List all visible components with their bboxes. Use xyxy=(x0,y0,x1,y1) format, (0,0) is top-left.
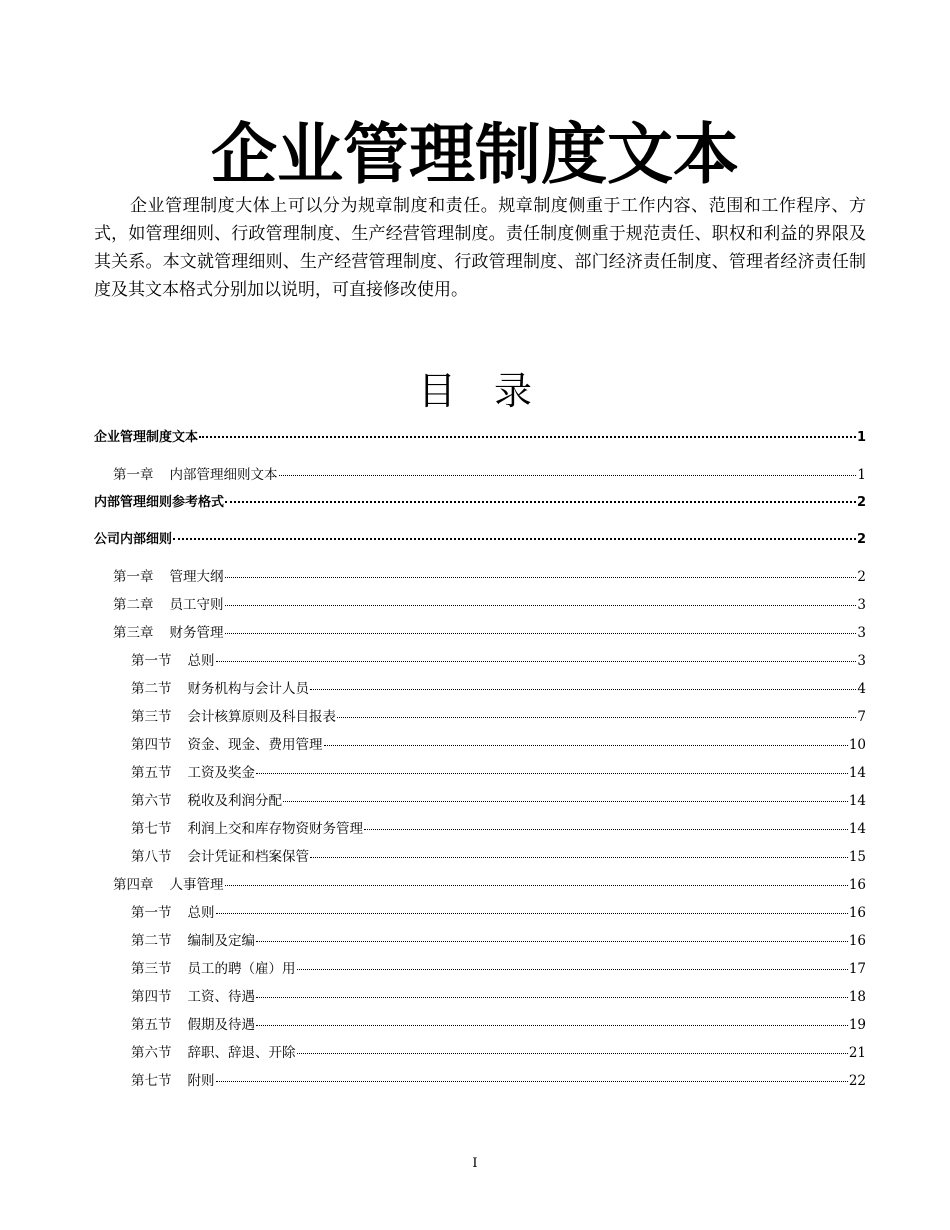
toc-dot-leader xyxy=(225,605,857,606)
toc-dot-leader xyxy=(173,538,856,540)
toc-entry-page: 18 xyxy=(848,989,866,1005)
toc-entry[interactable] xyxy=(94,526,866,563)
toc-entry-number: 第七节 xyxy=(131,1073,172,1089)
toc-dot-leader xyxy=(256,1025,848,1026)
toc-entry[interactable] xyxy=(94,927,866,955)
toc-entry-page: 19 xyxy=(848,1017,866,1033)
toc-entry-label xyxy=(94,424,198,452)
toc-entry-label xyxy=(113,591,224,619)
toc-dot-leader xyxy=(324,745,848,746)
toc-entry-text: 公司内部细则 xyxy=(94,532,173,547)
toc-entry-page: 16 xyxy=(848,933,866,949)
toc-entry-text: 编制及定编 xyxy=(187,933,255,949)
toc-entry-page: 1 xyxy=(856,430,866,445)
toc-entry-page: 16 xyxy=(848,877,866,893)
toc-entry-text: 利润上交和库存物资财务管理 xyxy=(187,821,363,837)
toc-entry[interactable] xyxy=(94,731,866,759)
toc-dot-leader xyxy=(199,436,856,438)
toc-entry-text: 员工的聘（雇）用 xyxy=(187,961,296,977)
toc-entry[interactable] xyxy=(94,1011,866,1039)
toc-dot-leader xyxy=(256,773,848,774)
toc-entry-number: 第七节 xyxy=(131,821,172,837)
toc-entry-text: 管理大纲 xyxy=(169,569,224,585)
toc-dot-leader xyxy=(216,1081,848,1082)
toc-entry-label xyxy=(131,703,336,731)
toc-entry-page: 17 xyxy=(848,961,866,977)
toc-entry-number: 第四章 xyxy=(113,877,154,893)
toc-entry-label xyxy=(113,619,224,647)
toc-entry[interactable] xyxy=(94,983,866,1011)
toc-entry-page: 14 xyxy=(848,765,866,781)
toc-entry-label xyxy=(113,871,224,899)
toc-entry-text: 会计核算原则及科目报表 xyxy=(187,709,336,725)
toc-dot-leader xyxy=(256,997,848,998)
toc-entry-text: 资金、现金、费用管理 xyxy=(187,737,323,753)
toc-entry-text: 会计凭证和档案保管 xyxy=(187,849,309,865)
toc-entry[interactable] xyxy=(94,489,866,526)
toc-entry-page: 14 xyxy=(848,821,866,837)
toc-dot-leader xyxy=(279,475,857,476)
toc-entry-number: 第五节 xyxy=(131,1017,172,1033)
toc-entry-label xyxy=(131,731,323,759)
toc-entry-label xyxy=(131,1039,296,1067)
toc-entry-number: 第二节 xyxy=(131,681,172,697)
toc-entry-number: 第三节 xyxy=(131,961,172,977)
toc-entry-number: 第一章 xyxy=(113,569,154,585)
toc-entry-label xyxy=(131,675,309,703)
toc-entry-label xyxy=(131,899,215,927)
toc-entry-text: 内部管理细则参考格式 xyxy=(94,495,225,510)
toc-entry-text: 企业管理制度文本 xyxy=(94,430,199,445)
toc-entry[interactable] xyxy=(94,871,866,899)
page-number: I xyxy=(472,1156,478,1171)
toc-dot-leader xyxy=(297,969,848,970)
toc-entry[interactable] xyxy=(94,563,866,591)
toc-entry-page: 4 xyxy=(857,681,866,697)
toc-entry[interactable] xyxy=(94,424,866,461)
toc-entry-page: 2 xyxy=(856,532,866,547)
toc-entry-label xyxy=(94,526,172,554)
toc-entry-label xyxy=(131,1011,255,1039)
toc-entry-page: 3 xyxy=(857,625,866,641)
intro-paragraph: 企业管理制度大体上可以分为规章制度和责任。规章制度侧重于工作内容、范围和工作程序、方式，如管理细则、行政管理制度、生产经营管理制度。责任制度侧重于规范责任、职权和利益的界限及其关系。本文就管理细则、生产经营管理制度、行政管理制度、部门经济责任制度、管理者经济责任制度及其文本格式分别加以说明，可直接修改使用。 xyxy=(94,196,866,300)
toc-entry-number: 第五节 xyxy=(131,765,172,781)
toc-entry-label xyxy=(113,563,224,591)
toc-entry[interactable] xyxy=(94,619,866,647)
toc-entry-label xyxy=(131,955,296,983)
toc-entry[interactable] xyxy=(94,955,866,983)
toc-entry-label xyxy=(94,489,224,517)
toc-entry-label xyxy=(131,787,282,815)
toc-entry[interactable] xyxy=(94,703,866,731)
toc-entry-page: 2 xyxy=(857,569,866,585)
toc-entry-page: 3 xyxy=(857,597,866,613)
toc-entry-page: 1 xyxy=(857,467,866,483)
toc-entry-text: 附则 xyxy=(187,1073,215,1089)
toc-entry-text: 总则 xyxy=(187,905,215,921)
toc-entry-number: 第一章 xyxy=(113,467,154,483)
toc-entry-text: 工资、待遇 xyxy=(187,989,255,1005)
toc-entry-number: 第四节 xyxy=(131,737,172,753)
toc-entry-text: 辞职、辞退、开除 xyxy=(187,1045,296,1061)
toc-entry-page: 21 xyxy=(848,1045,866,1061)
toc-dot-leader xyxy=(310,689,856,690)
toc-dot-leader xyxy=(225,501,856,503)
toc-entry-text: 财务管理 xyxy=(169,625,224,641)
toc-entry-text: 总则 xyxy=(187,653,215,669)
toc-dot-leader xyxy=(225,633,857,634)
toc-heading: 目 录 xyxy=(417,369,532,413)
toc-entry-number: 第二章 xyxy=(113,597,154,613)
toc-dot-leader xyxy=(337,717,856,718)
toc-dot-leader xyxy=(256,941,848,942)
toc-entry-number: 第六节 xyxy=(131,1045,172,1061)
toc-entry[interactable] xyxy=(94,843,866,871)
toc-entry[interactable] xyxy=(94,591,866,619)
toc-entry-text: 员工守则 xyxy=(169,597,224,613)
toc-entry-number: 第一节 xyxy=(131,905,172,921)
toc-dot-leader xyxy=(225,885,848,886)
toc-entry-label xyxy=(131,927,255,955)
toc-dot-leader xyxy=(225,577,857,578)
toc-entry-number: 第四节 xyxy=(131,989,172,1005)
toc-entry-number: 第八节 xyxy=(131,849,172,865)
toc-entry-page: 10 xyxy=(848,737,866,753)
toc-dot-leader xyxy=(364,829,848,830)
toc-entry-page: 16 xyxy=(848,905,866,921)
toc-entry-label xyxy=(113,461,278,489)
toc-dot-leader xyxy=(216,913,848,914)
toc-entry[interactable] xyxy=(94,787,866,815)
toc-dot-leader xyxy=(297,1053,848,1054)
toc-entry[interactable] xyxy=(94,461,866,489)
toc-entry-number: 第三章 xyxy=(113,625,154,641)
toc-entry-page: 15 xyxy=(848,849,866,865)
toc-entry-text: 财务机构与会计人员 xyxy=(187,681,309,697)
toc-entry-number: 第六节 xyxy=(131,793,172,809)
toc-dot-leader xyxy=(310,857,848,858)
toc-entry-label xyxy=(131,1067,215,1095)
toc-entry-page: 14 xyxy=(848,793,866,809)
toc-entry[interactable] xyxy=(94,759,866,787)
toc-entry-page: 7 xyxy=(857,709,866,725)
toc-entry-number: 第二节 xyxy=(131,933,172,949)
document-title: 企业管理制度文本 xyxy=(211,116,739,193)
toc-entry-label xyxy=(131,815,363,843)
toc-dot-leader xyxy=(216,661,857,662)
toc-entry-label xyxy=(131,647,215,675)
toc-entry-number: 第三节 xyxy=(131,709,172,725)
toc-entry-page: 22 xyxy=(848,1073,866,1089)
toc-entry-label xyxy=(131,843,309,871)
toc-entry-page: 3 xyxy=(857,653,866,669)
toc-entry[interactable] xyxy=(94,647,866,675)
toc-entry-text: 税收及利润分配 xyxy=(187,793,282,809)
toc-entry-label xyxy=(131,983,255,1011)
toc-entry-text: 人事管理 xyxy=(169,877,224,893)
toc-entry[interactable] xyxy=(94,675,866,703)
toc-entry-number: 第一节 xyxy=(131,653,172,669)
toc-entry-label xyxy=(131,759,255,787)
toc-entry[interactable] xyxy=(94,1039,866,1067)
toc-entry-text: 工资及奖金 xyxy=(187,765,255,781)
toc-entry[interactable] xyxy=(94,815,866,843)
table-of-contents xyxy=(94,424,866,1095)
toc-dot-leader xyxy=(283,801,848,802)
toc-entry[interactable] xyxy=(94,1067,866,1095)
toc-entry-text: 内部管理细则文本 xyxy=(169,467,278,483)
toc-entry[interactable] xyxy=(94,899,866,927)
toc-entry-text: 假期及待遇 xyxy=(187,1017,255,1033)
toc-entry-page: 2 xyxy=(856,495,866,510)
